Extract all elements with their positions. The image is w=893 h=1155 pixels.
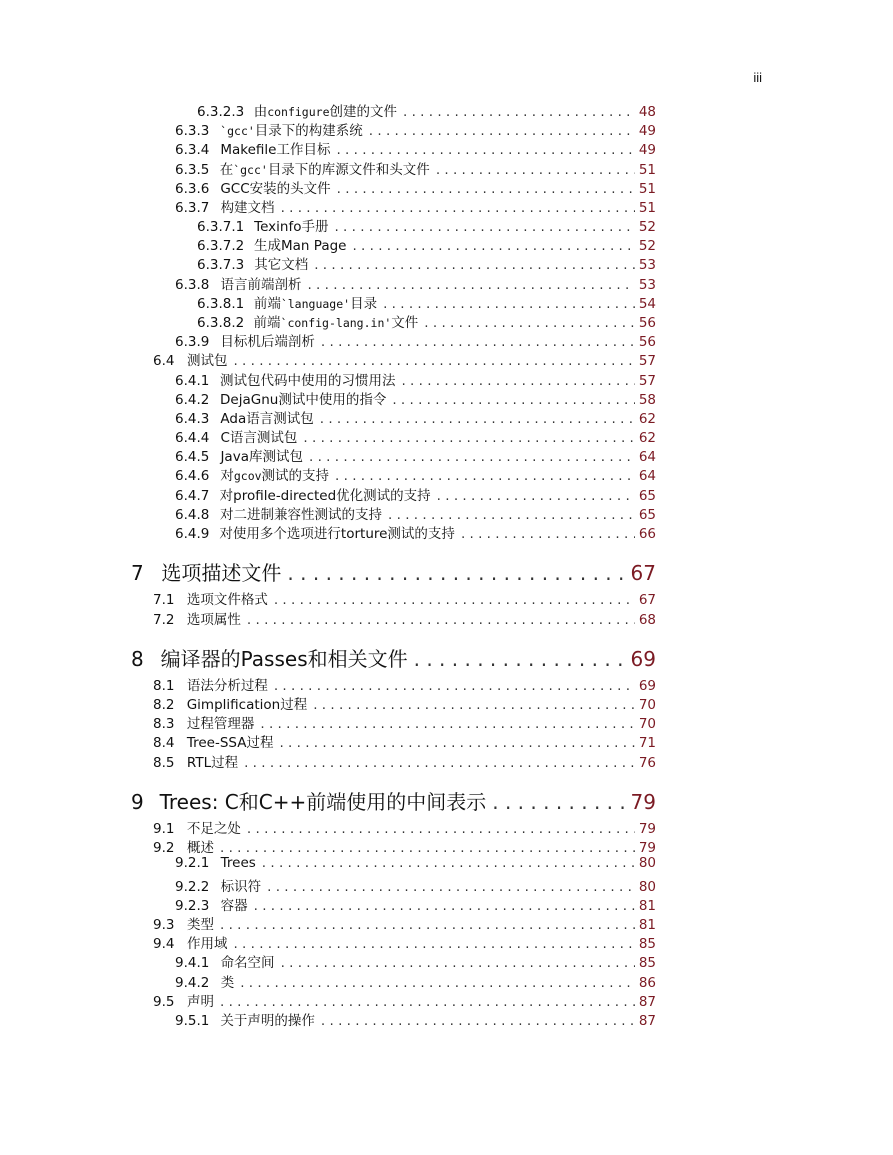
entry-title: [220, 1009, 315, 1029]
entry-page-link[interactable]: 70: [638, 715, 656, 732]
dot-leader: [369, 123, 635, 139]
entry-page-link[interactable]: 69: [638, 677, 656, 694]
toc-entry[interactable]: [175, 426, 656, 446]
dot-leader: [337, 181, 635, 197]
entry-title: [187, 990, 214, 1010]
entry-page-link[interactable]: 66: [638, 525, 656, 542]
title-text: GCC安装的头文件: [220, 180, 331, 197]
toc-entry[interactable]: [153, 913, 656, 933]
dot-leader: [436, 162, 635, 178]
title-text: Makefile工作目标: [220, 141, 331, 158]
toc-entry[interactable]: [175, 971, 656, 991]
entry-number: 6.3.8.2: [197, 314, 245, 331]
entry-page-link[interactable]: 56: [638, 333, 656, 350]
entry-page-link[interactable]: 57: [638, 352, 656, 369]
title-text: 对profile-directed优化测试的支持: [219, 487, 431, 504]
entry-title: [221, 196, 275, 216]
dot-leader: [247, 821, 635, 837]
toc-entry[interactable]: [175, 119, 656, 139]
entry-page-link[interactable]: 51: [638, 199, 656, 216]
toc-entry[interactable]: [153, 990, 656, 1010]
title-text: 选项描述文件: [161, 561, 282, 585]
entry-title: [221, 951, 275, 971]
dot-leader: [414, 647, 627, 671]
entry-title: [187, 349, 228, 369]
toc-entry[interactable]: [175, 522, 656, 542]
entry-title: [187, 932, 228, 952]
title-text: 前端: [253, 314, 281, 331]
code-text: configure: [267, 104, 330, 119]
title-text: Trees: [220, 854, 256, 871]
dot-leader: [281, 955, 635, 971]
entry-number: 6.3.3: [175, 122, 210, 139]
entry-number: 6.3.4: [175, 141, 210, 158]
toc-entry[interactable]: [197, 311, 656, 331]
dot-leader: [335, 468, 635, 484]
entry-number: 8.2: [153, 696, 175, 713]
entry-page-link[interactable]: 65: [638, 506, 656, 523]
toc-entry[interactable]: [197, 215, 656, 235]
title-text: 标识符: [220, 878, 262, 895]
title-text: 关于声明的操作: [220, 1012, 315, 1029]
entry-title: [220, 119, 363, 139]
entry-number: 6.4.8: [175, 506, 210, 523]
title-text: 语言前端剖析: [220, 276, 302, 293]
entry-page-link[interactable]: 79: [638, 820, 656, 837]
title-text: 构建文档: [220, 199, 275, 216]
entry-number: 6.3.8: [175, 276, 210, 293]
entry-number: 6.4.1: [175, 372, 210, 389]
title-text: 选项文件格式: [186, 591, 268, 608]
code-text: gcov: [233, 468, 262, 483]
entry-page-link[interactable]: 81: [638, 897, 656, 914]
title-text: 语法分析过程: [186, 677, 268, 694]
title-text: 选项属性: [186, 611, 241, 628]
entry-title: [220, 445, 303, 465]
title-text: 概述: [186, 839, 214, 856]
entry-page-link[interactable]: 57: [638, 372, 656, 389]
entry-title: [187, 674, 268, 694]
entry-number: 6.3.6: [175, 180, 210, 197]
entry-number: 6.4.2: [175, 391, 210, 408]
entry-title: [220, 158, 430, 178]
title-text: 目标机后端剖析: [220, 333, 315, 350]
entry-number: 6.3.8.1: [197, 295, 245, 312]
entry-page-link[interactable]: 51: [638, 180, 656, 197]
title-text: 类型: [186, 916, 214, 933]
entry-title: [254, 253, 308, 273]
entry-page-link[interactable]: 62: [638, 410, 656, 427]
toc-entry[interactable]: [175, 177, 656, 197]
entry-page-link[interactable]: 67: [630, 561, 656, 585]
toc-entry[interactable]: [197, 292, 656, 312]
dot-leader: [233, 936, 634, 952]
toc-entry[interactable]: [153, 817, 656, 837]
toc-entry[interactable]: [175, 158, 656, 178]
title-text: 文件: [391, 314, 419, 331]
entry-number: 7.2: [153, 611, 175, 628]
entry-page-link[interactable]: 52: [638, 218, 656, 235]
toc-entry[interactable]: [153, 731, 656, 751]
entry-number: 9.5: [153, 993, 175, 1010]
entry-number: 6.4.5: [175, 448, 210, 465]
dot-leader: [244, 755, 635, 771]
entry-title: [187, 836, 214, 856]
entry-title: [187, 608, 241, 628]
toc-chapter-entry[interactable]: [131, 643, 656, 672]
entry-number: 6.4.6: [175, 467, 210, 484]
toc-entry[interactable]: [153, 712, 656, 732]
toc-entry[interactable]: [175, 330, 656, 350]
entry-title: [220, 330, 315, 350]
entry-page-link[interactable]: 52: [638, 237, 656, 254]
entry-number: 8.5: [153, 754, 175, 771]
entry-page-link[interactable]: 53: [638, 256, 656, 273]
toc-entry[interactable]: [175, 388, 656, 408]
entry-page-link[interactable]: 87: [638, 1012, 656, 1029]
entry-title: [221, 894, 248, 914]
title-text: Texinfo手册: [254, 218, 329, 235]
code-text: `language': [280, 296, 351, 311]
dot-leader: [260, 716, 634, 732]
entry-title: [161, 643, 408, 672]
entry-number: 6.4: [153, 352, 175, 369]
title-text: 对二进制兼容性测试的支持: [220, 506, 383, 523]
dot-leader: [247, 612, 635, 628]
entry-page-link[interactable]: 49: [638, 141, 656, 158]
entry-number: 9.2.3: [175, 897, 210, 914]
entry-title: [220, 407, 313, 427]
dot-leader: [287, 561, 626, 585]
entry-title: [187, 751, 238, 771]
entry-number: 9.3: [153, 916, 175, 933]
entry-title: [220, 177, 330, 197]
toc-entry[interactable]: [175, 875, 656, 895]
entry-number: 9.1: [153, 820, 175, 837]
title-text: 测试包: [186, 352, 228, 369]
entry-page-link[interactable]: 69: [630, 647, 656, 671]
entry-page-link[interactable]: 86: [638, 974, 656, 991]
entry-page-link[interactable]: 80: [638, 854, 656, 871]
entry-page-link[interactable]: 64: [638, 448, 656, 465]
title-text: RTL过程: [186, 754, 239, 771]
title-text: 生成Man Page: [254, 237, 347, 254]
title-text: 命名空间: [220, 954, 275, 971]
toc-entry[interactable]: [153, 751, 656, 771]
entry-number: 6.3.7: [175, 199, 210, 216]
toc-entry[interactable]: [153, 588, 656, 608]
entry-title: [160, 786, 487, 815]
dot-leader: [321, 334, 635, 350]
entry-page-link[interactable]: 80: [638, 878, 656, 895]
dot-leader: [383, 296, 635, 312]
entry-number: 6.3.7.1: [197, 218, 245, 235]
entry-number: 6.4.4: [175, 429, 210, 446]
entry-page-link[interactable]: 54: [638, 295, 656, 312]
title-text: 目录下的构建系统: [254, 122, 363, 139]
title-text: 容器: [220, 897, 248, 914]
entry-number: 6.3.9: [175, 333, 210, 350]
toc-entry[interactable]: [175, 138, 656, 158]
entry-title: [187, 731, 274, 751]
entry-page-link[interactable]: 79: [638, 839, 656, 856]
entry-page-link[interactable]: 87: [638, 993, 656, 1010]
entry-page-link[interactable]: 67: [638, 591, 656, 608]
entry-title: [221, 971, 235, 991]
entry-title: [220, 273, 301, 293]
entry-title: [221, 855, 256, 871]
dot-leader: [388, 507, 635, 523]
entry-number: 9.2.1: [175, 854, 210, 871]
title-text: 目录下的库源文件和头文件: [267, 161, 430, 178]
entry-title: [220, 484, 431, 504]
entry-number: 6.4.9: [175, 525, 210, 542]
toc-entry[interactable]: [175, 1009, 656, 1029]
entry-number: 8.1: [153, 677, 175, 694]
dot-leader: [437, 488, 635, 504]
dot-leader: [281, 200, 635, 216]
entry-title: [220, 426, 297, 446]
dot-leader: [392, 392, 634, 408]
title-text: 编译器的Passes和相关文件: [160, 647, 408, 671]
toc-entry[interactable]: [153, 932, 656, 952]
entry-page-link[interactable]: 79: [630, 790, 656, 814]
title-text: 其它文档: [254, 256, 309, 273]
toc-entry[interactable]: [175, 196, 656, 216]
entry-number: 9.4: [153, 935, 175, 952]
title-text: Java库测试包: [220, 448, 303, 465]
entry-number: 9.4.2: [175, 974, 210, 991]
dot-leader: [334, 219, 634, 235]
entry-page-link[interactable]: 64: [638, 467, 656, 484]
entry-number: 6.3.7.3: [197, 256, 245, 273]
title-text: 不足之处: [186, 820, 241, 837]
entry-title: [254, 215, 328, 235]
entry-title: [254, 234, 346, 254]
toc-entry[interactable]: [153, 608, 656, 628]
dot-leader: [279, 735, 634, 751]
dot-leader: [220, 917, 635, 933]
entry-title: [220, 138, 330, 158]
entry-number: 8.3: [153, 715, 175, 732]
title-text: 由: [253, 103, 268, 120]
toc-entry[interactable]: [175, 369, 656, 389]
title-text: 创建的文件: [329, 103, 397, 120]
title-text: C语言测试包: [220, 429, 298, 446]
entry-page-link[interactable]: 68: [638, 611, 656, 628]
title-text: 测试包代码中使用的习惯用法: [219, 372, 396, 389]
dot-leader: [461, 526, 635, 542]
entry-page-link[interactable]: 62: [638, 429, 656, 446]
dot-leader: [492, 790, 626, 814]
entry-page-link[interactable]: 49: [638, 122, 656, 139]
entry-number: 6.3.2.3: [197, 103, 245, 120]
entry-number: 8: [131, 647, 144, 671]
entry-number: 9: [131, 790, 144, 814]
entry-title: [187, 817, 241, 837]
title-text: 声明: [186, 993, 214, 1010]
title-text: Ada语言测试包: [220, 410, 314, 427]
entry-page-link[interactable]: 53: [638, 276, 656, 293]
entry-page-link[interactable]: 85: [638, 954, 656, 971]
toc-entry[interactable]: [175, 464, 656, 484]
toc-entry[interactable]: [197, 100, 656, 120]
code-text: `gcc': [220, 123, 255, 138]
toc-entry[interactable]: [153, 693, 656, 713]
dot-leader: [233, 353, 634, 369]
entry-number: 6.3.5: [175, 161, 210, 178]
entry-title: [220, 369, 396, 389]
title-text: 对: [220, 467, 234, 484]
entry-number: 7: [131, 561, 144, 585]
entry-page-link[interactable]: 48: [638, 103, 656, 120]
entry-number: 9.2: [153, 839, 175, 856]
toc-entry[interactable]: [153, 836, 656, 856]
dot-leader: [314, 257, 635, 273]
entry-number: 9.2.2: [175, 878, 210, 895]
title-text: 前端: [253, 295, 281, 312]
title-text: 作用域: [186, 935, 228, 952]
dot-leader: [307, 277, 634, 293]
entry-page-link[interactable]: 85: [638, 935, 656, 952]
page-number: iii: [753, 70, 762, 85]
entry-title: [220, 388, 386, 408]
dot-leader: [254, 898, 635, 914]
entry-number: 9.4.1: [175, 954, 210, 971]
entry-title: [161, 557, 281, 586]
entry-page-link[interactable]: 58: [638, 391, 656, 408]
entry-page-link[interactable]: 76: [638, 754, 656, 771]
toc-entry[interactable]: [153, 349, 656, 369]
entry-title: [221, 875, 262, 895]
entry-title: [254, 292, 377, 312]
entry-number: 6.4.3: [175, 410, 210, 427]
entry-number: 9.5.1: [175, 1012, 210, 1029]
toc-entry[interactable]: [175, 484, 656, 504]
dot-leader: [274, 678, 635, 694]
title-text: Tree-SSA过程: [186, 734, 274, 751]
entry-number: 8.4: [153, 734, 175, 751]
dot-leader: [303, 430, 634, 446]
title-text: 测试的支持: [261, 467, 330, 484]
title-text: DejaGnu测试中使用的指令: [220, 391, 387, 408]
dot-leader: [313, 697, 635, 713]
dot-leader: [262, 855, 635, 871]
toc-entry[interactable]: [197, 234, 656, 254]
toc-entry[interactable]: [175, 445, 656, 465]
entry-page-link[interactable]: 70: [638, 696, 656, 713]
toc-entry[interactable]: [175, 503, 656, 523]
entry-title: [254, 100, 397, 120]
entry-page-link[interactable]: 56: [638, 314, 656, 331]
entry-page-link[interactable]: 51: [638, 161, 656, 178]
toc-entry[interactable]: [175, 894, 656, 914]
dot-leader: [321, 1013, 635, 1029]
dot-leader: [220, 840, 635, 856]
entry-page-link[interactable]: 71: [638, 734, 656, 751]
entry-number: 6.3.7.2: [197, 237, 245, 254]
dot-leader: [220, 994, 635, 1010]
entry-title: [187, 588, 268, 608]
dot-leader: [336, 142, 634, 158]
toc-entry[interactable]: [153, 674, 656, 694]
toc-entry[interactable]: [175, 855, 656, 871]
entry-title: [219, 522, 455, 542]
entry-number: 7.1: [153, 591, 175, 608]
code-text: `config-lang.in': [280, 315, 392, 330]
entry-title: [254, 311, 419, 331]
toc-entry[interactable]: [175, 951, 656, 971]
title-text: 目录: [350, 295, 378, 312]
title-text: 过程管理器: [186, 715, 255, 732]
toc-chapter-entry[interactable]: [131, 786, 656, 815]
title-text: Trees: C和C++前端使用的中间表示: [159, 790, 487, 814]
title-text: Gimplification过程: [186, 696, 308, 713]
title-text: 在: [219, 161, 234, 178]
toc-entry[interactable]: [197, 253, 656, 273]
toc-entry[interactable]: [175, 273, 656, 293]
entry-title: [187, 712, 255, 732]
dot-leader: [352, 238, 634, 254]
entry-number: 6.4.7: [175, 487, 210, 504]
dot-leader: [274, 592, 635, 608]
code-text: `gcc': [233, 162, 268, 177]
dot-leader: [240, 975, 635, 991]
dot-leader: [320, 411, 635, 427]
toc-entry[interactable]: [175, 407, 656, 427]
entry-title: [220, 503, 382, 523]
dot-leader: [403, 104, 635, 120]
entry-page-link[interactable]: 65: [638, 487, 656, 504]
entry-title: [220, 464, 329, 484]
dot-leader: [309, 449, 635, 465]
entry-title: [187, 693, 308, 713]
toc-chapter-entry[interactable]: [131, 557, 656, 586]
dot-leader: [424, 315, 635, 331]
dot-leader: [401, 373, 634, 389]
dot-leader: [267, 879, 635, 895]
title-text: 对使用多个选项进行torture测试的支持: [219, 525, 455, 542]
entry-page-link[interactable]: 81: [638, 916, 656, 933]
entry-title: [187, 913, 214, 933]
title-text: 类: [220, 974, 235, 991]
